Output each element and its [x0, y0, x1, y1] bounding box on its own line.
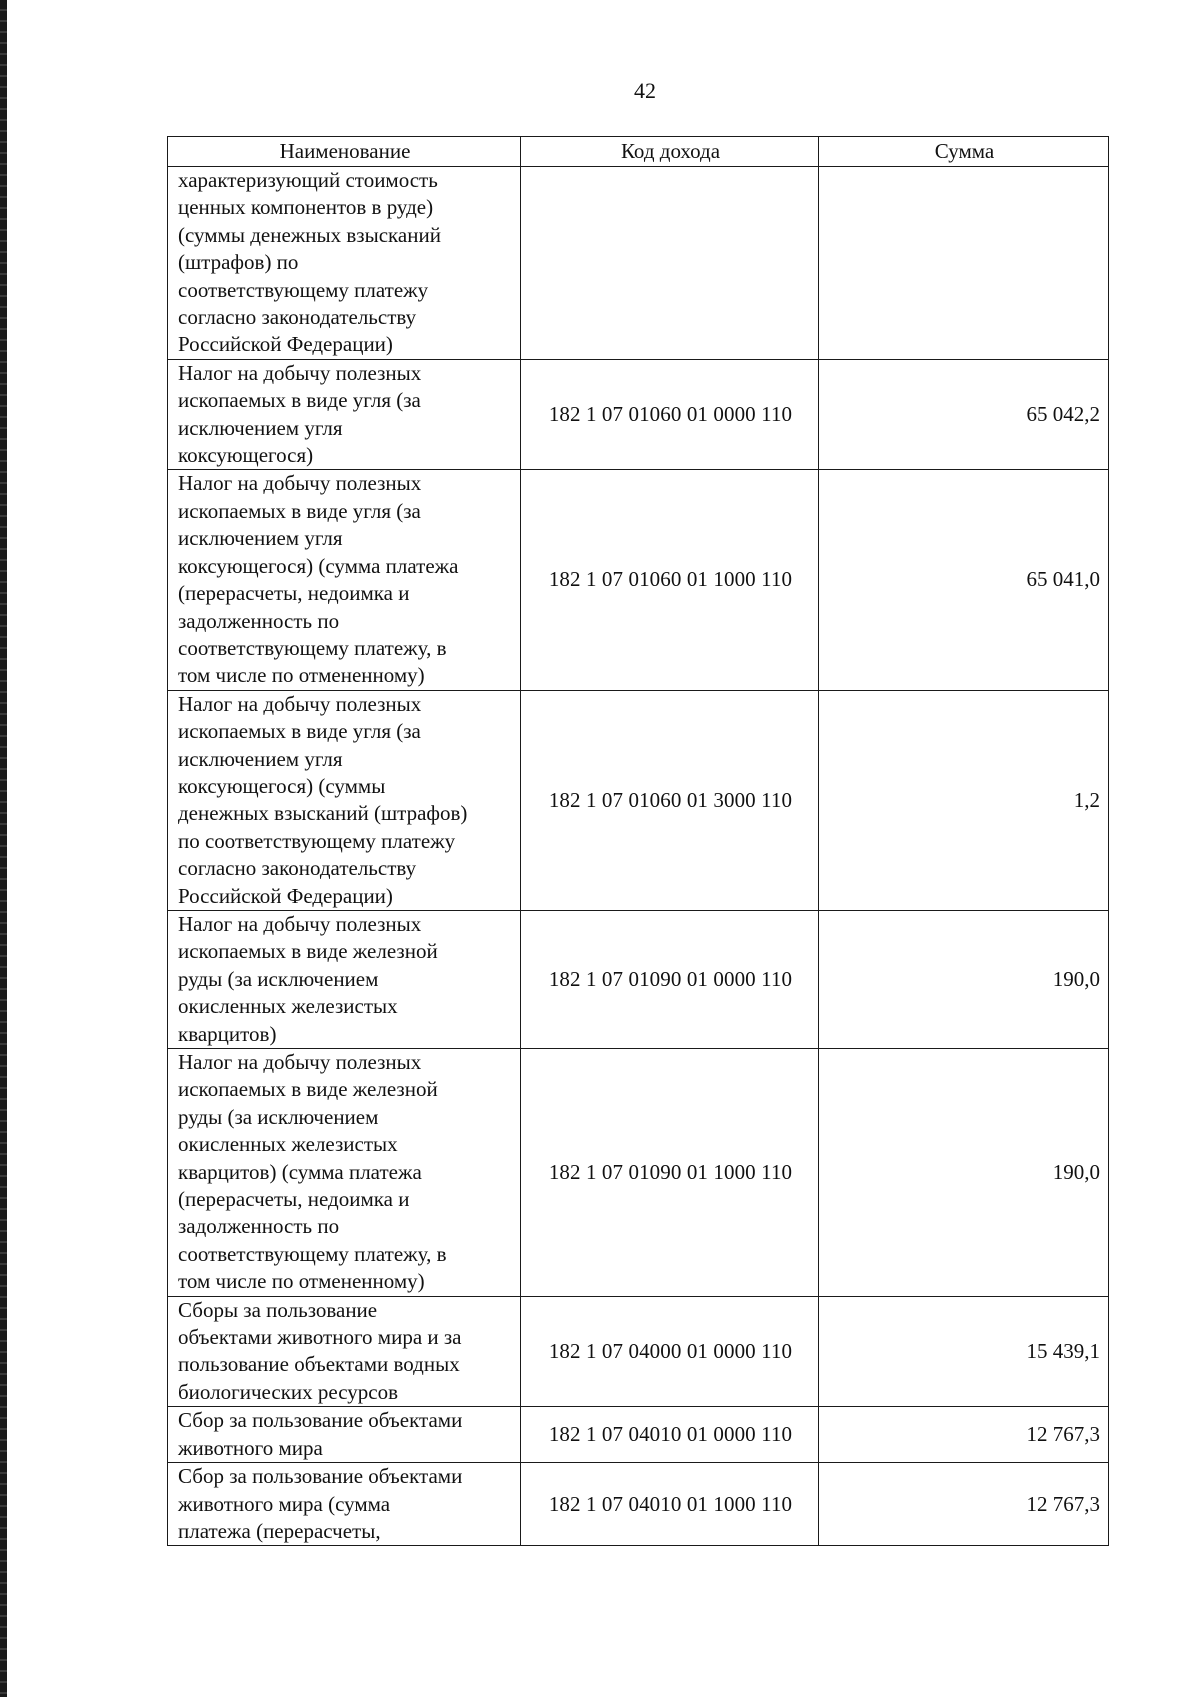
row-code: 182 1 07 01060 01 0000 110 [521, 359, 819, 470]
table-row [168, 1463, 1109, 1546]
header-sum: Сумма [819, 137, 1109, 167]
table-row [168, 1049, 1109, 1297]
table-row [168, 359, 1109, 470]
table-row [168, 167, 1109, 360]
row-name: Налог на добычу полезных ископаемых в виде железной руды (за исключением окисленных железистых кварцитов) [168, 910, 521, 1048]
table-row [168, 1407, 1109, 1463]
row-code: 182 1 07 01060 01 1000 110 [521, 470, 819, 690]
row-name: Сборы за пользование объектами животного мира и за пользование объектами водных биологических ресурсов [168, 1296, 521, 1407]
table-row [168, 470, 1109, 690]
row-sum: 15 439,1 [819, 1296, 1109, 1407]
page-number: 42 [634, 78, 656, 103]
row-code: 182 1 07 01060 01 3000 110 [521, 690, 819, 910]
row-code: 182 1 07 04000 01 0000 110 [521, 1296, 819, 1407]
row-code [521, 167, 819, 360]
row-sum: 12 767,3 [819, 1463, 1109, 1546]
row-sum [819, 167, 1109, 360]
table-row [168, 910, 1109, 1048]
scan-binding-edge [0, 0, 7, 1697]
table-row [168, 1296, 1109, 1407]
header-name: Наименование [168, 137, 521, 167]
revenue-table [167, 136, 1109, 1546]
row-name: Налог на добычу полезных ископаемых в виде угля (за исключением угля коксующегося) (сумма платежа (перерасчеты, недоимка и задолженность по соответствующему платежу, в том числе по отмененному) [168, 470, 521, 690]
row-code: 182 1 07 01090 01 0000 110 [521, 910, 819, 1048]
row-sum: 65 041,0 [819, 470, 1109, 690]
row-sum: 12 767,3 [819, 1407, 1109, 1463]
table-header-row [168, 137, 1109, 167]
row-code: 182 1 07 04010 01 0000 110 [521, 1407, 819, 1463]
row-name: Сбор за пользование объектами животного мира [168, 1407, 521, 1463]
row-code: 182 1 07 04010 01 1000 110 [521, 1463, 819, 1546]
row-sum: 190,0 [819, 1049, 1109, 1297]
row-name: Налог на добычу полезных ископаемых в виде железной руды (за исключением окисленных железистых кварцитов) (сумма платежа (перерасчеты, недоимка и задолженность по соответствующему платежу, в том числе по отмененному) [168, 1049, 521, 1297]
table-row [168, 690, 1109, 910]
row-name: Сбор за пользование объектами животного мира (сумма платежа (перерасчеты, [168, 1463, 521, 1546]
row-sum: 65 042,2 [819, 359, 1109, 470]
row-name: характеризующий стоимость ценных компонентов в руде) (суммы денежных взысканий (штрафов) по соответствующему платежу согласно законодательству Российской Федерации) [168, 167, 521, 360]
header-code: Код дохода [521, 137, 819, 167]
row-sum: 1,2 [819, 690, 1109, 910]
row-name: Налог на добычу полезных ископаемых в виде угля (за исключением угля коксующегося) (суммы денежных взысканий (штрафов) по соответствующему платежу согласно законодательству Российской Федерации) [168, 690, 521, 910]
row-name: Налог на добычу полезных ископаемых в виде угля (за исключением угля коксующегося) [168, 359, 521, 470]
row-code: 182 1 07 01090 01 1000 110 [521, 1049, 819, 1297]
row-sum: 190,0 [819, 910, 1109, 1048]
